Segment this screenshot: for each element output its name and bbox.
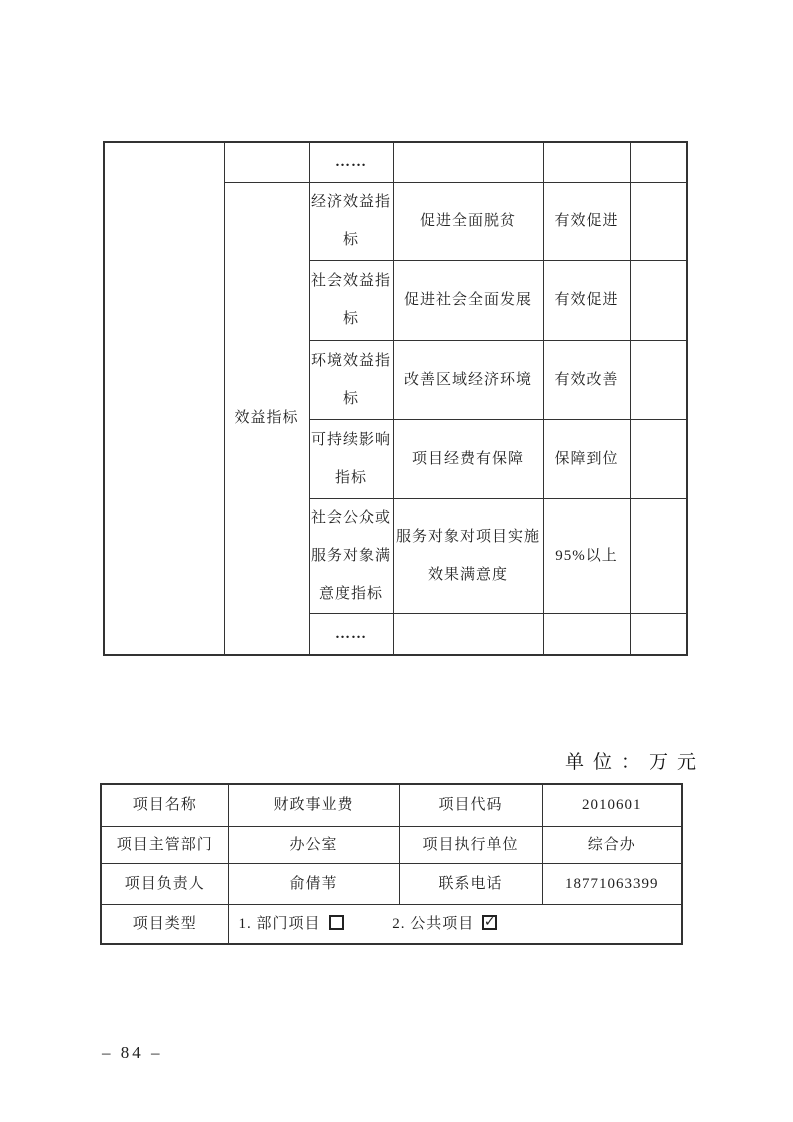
table-row <box>104 142 687 182</box>
field-value: 综合办 <box>542 826 682 863</box>
indicator-name-cell: 社会效益指标 <box>309 260 393 340</box>
field-label: 项目主管部门 <box>101 826 228 863</box>
performance-indicator-table <box>103 141 688 656</box>
indicator-desc-cell: 服务对象对项目实施效果满意度 <box>393 498 543 613</box>
field-value: 办公室 <box>228 826 399 863</box>
indicator-value-cell: 95%以上 <box>543 498 630 613</box>
project-type-cell <box>228 904 682 944</box>
category-spanner-cell <box>104 142 224 655</box>
field-value: 财政事业费 <box>228 784 399 826</box>
indicator-value-cell: 有效改善 <box>543 340 630 419</box>
page-number: – 84 – <box>102 1043 163 1062</box>
table-row <box>101 904 682 944</box>
indicator-desc-cell: 促进社会全面发展 <box>393 260 543 340</box>
checkbox-checked-icon[interactable] <box>482 915 497 930</box>
blank-cell <box>630 340 687 419</box>
project-info-table <box>100 783 683 945</box>
table-row <box>101 863 682 904</box>
project-type-option-1 <box>239 914 344 934</box>
blank-cell <box>630 142 687 182</box>
field-label: 项目类型 <box>101 904 228 944</box>
blank-cell <box>630 182 687 260</box>
blank-cell <box>630 260 687 340</box>
indicator-name-cell: 环境效益指标 <box>309 340 393 419</box>
indicator-name-cell: 经济效益指标 <box>309 182 393 260</box>
option-label: 2. 公共项目 <box>392 915 475 932</box>
indicator-desc-cell: 改善区域经济环境 <box>393 340 543 419</box>
indicator-name-cell: 社会公众或服务对象满意度指标 <box>309 498 393 613</box>
indicator-value-cell <box>543 142 630 182</box>
indicator-value-cell: 有效促进 <box>543 182 630 260</box>
blank-cell <box>630 419 687 498</box>
field-label: 项目名称 <box>101 784 228 826</box>
field-label: 项目执行单位 <box>399 826 542 863</box>
project-type-option-2 <box>392 914 497 934</box>
indicator-desc-cell: 促进全面脱贫 <box>393 182 543 260</box>
field-label: 项目代码 <box>399 784 542 826</box>
table-row <box>101 784 682 826</box>
indicator-name-cell: …… <box>309 142 393 182</box>
field-value: 18771063399 <box>542 863 682 904</box>
field-label: 项目负责人 <box>101 863 228 904</box>
option-label: 1. 部门项目 <box>238 915 321 932</box>
checkbox-mark: ✓ <box>483 914 496 931</box>
indicator-desc-cell <box>393 613 543 655</box>
indicator-value-cell: 有效促进 <box>543 260 630 340</box>
field-value: 2010601 <box>542 784 682 826</box>
group-empty-cell <box>224 142 309 182</box>
blank-cell <box>630 613 687 655</box>
indicator-value-cell: 保障到位 <box>543 419 630 498</box>
indicator-name-cell: …… <box>309 613 393 655</box>
field-value: 俞倩苇 <box>228 863 399 904</box>
unit-label: 单位：万元 <box>564 752 705 773</box>
indicator-name-cell: 可持续影响指标 <box>309 419 393 498</box>
checkbox-unchecked-icon[interactable] <box>329 915 344 930</box>
benefit-group-cell: 效益指标 <box>224 182 309 655</box>
indicator-value-cell <box>543 613 630 655</box>
field-label: 联系电话 <box>399 863 542 904</box>
indicator-desc-cell <box>393 142 543 182</box>
table-row <box>101 826 682 863</box>
indicator-desc-cell: 项目经费有保障 <box>393 419 543 498</box>
blank-cell <box>630 498 687 613</box>
